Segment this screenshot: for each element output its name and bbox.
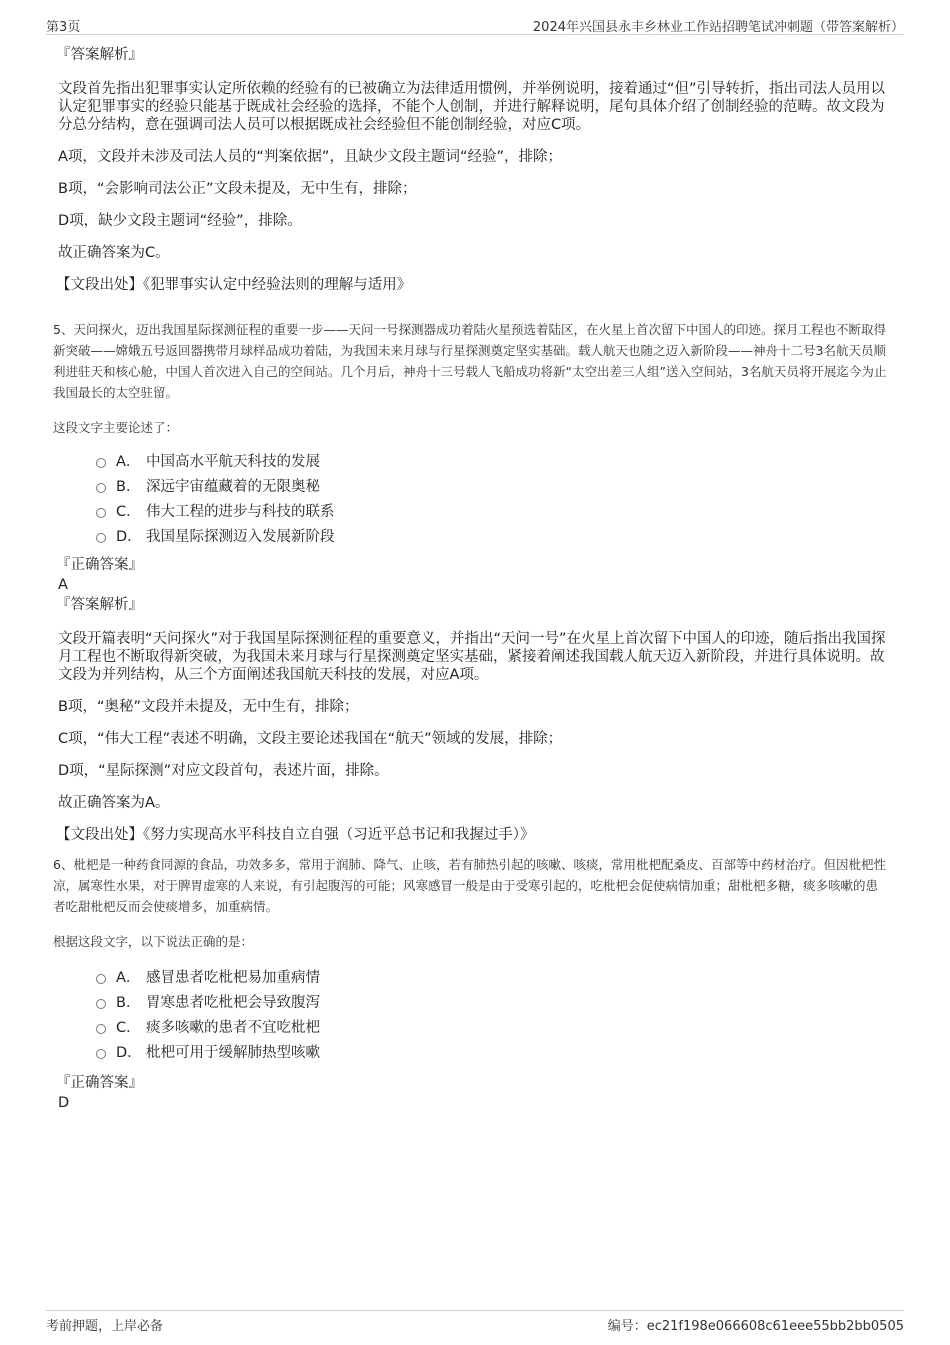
q4-item-d: D项，缺少文段主题词“经验”，排除。 [58,213,302,229]
radio-icon[interactable] [96,1024,106,1034]
q6-answer: D [58,1095,70,1111]
q5-analysis-text: 文段开篇表明“天问探火”对于我国星际探测征程的重要意义，并指出“天问一号”在火星上首次留下中国人的印迹，随后指出我国探月工程也不断取得新突破，为我国未来月球与行星探测奠定坚实基础，紧接着阐述我国载人航天迈入新阶段，并进行具体说明。故文段为并列结构，从三个方面阐述我国航天科技的发展，对应A项。 [58,631,886,683]
footer-slogan: 考前押题，上岸必备 [46,1319,164,1334]
page-footer [46,1310,904,1333]
radio-icon[interactable] [96,999,106,1009]
q4-analysis-label: 『答案解析』 [56,47,143,63]
q5-item-c: C项，“伟大工程”表述不明确，文段主要论述我国在“航天”领域的发展，排除； [58,731,563,747]
q5-conclusion: 故正确答案为A。 [58,795,170,811]
q5-option-d[interactable]: D． 我国星际探测迈入发展新阶段 [96,525,890,550]
q5-item-d: D项，“星际探测”对应文段首句，表述片面，排除。 [58,763,389,779]
q6-option-b[interactable]: B． 胃寒患者吃枇杷会导致腹泻 [96,991,890,1016]
q5-option-b[interactable]: B． 深远宇宙蕴藏着的无限奥秘 [96,475,890,500]
q5-options [56,450,890,550]
page-content [53,46,890,1112]
q5-analysis-label: 『答案解析』 [56,597,143,613]
radio-icon[interactable] [96,1049,106,1059]
q6-options [56,966,890,1066]
q6-answer-label: 『正确答案』 [56,1075,143,1091]
q5-prompt: 这段文字主要论述了： [53,420,179,435]
radio-icon[interactable] [96,483,106,493]
q5-item-b: B项，“奥秘”文段并未提及，无中生有，排除； [58,699,359,715]
q4-analysis-text: 文段首先指出犯罪事实认定所依赖的经验有的已被确立为法律适用惯例，并举例说明，接着通过“但”引导转折，指出司法人员用以认定犯罪事实的经验只能基于既成社会经验的选择，不能个人创制，并进行解释说明，尾句具体介绍了创制经验的范畴。故文段为分总分结构，意在强调司法人员可以根据既成社会经验但不能创制经验，对应C项。 [58,81,886,133]
q4-item-a: A项，文段并未涉及司法人员的“判案依据”，且缺少文段主题词“经验”，排除； [58,149,562,165]
radio-icon[interactable] [96,508,106,518]
q5-option-a[interactable]: A． 中国高水平航天科技的发展 [96,450,890,475]
page-number: 第3页 [46,20,81,35]
q5-answer: A [58,577,68,593]
q5-source: 【文段出处】《努力实现高水平科技自立自强（习近平总书记和我握过手）》 [56,827,535,843]
q4-item-b: B项，“会影响司法公正”文段未提及，无中生有，排除； [58,181,417,197]
document-title: 2024年兴国县永丰乡林业工作站招聘笔试冲刺题（带答案解析） [532,20,904,35]
q6-option-d[interactable]: D． 枇杷可用于缓解肺热型咳嗽 [96,1041,890,1066]
radio-icon[interactable] [96,458,106,468]
q6-prompt: 根据这段文字，以下说法正确的是： [53,934,254,949]
q6-text: 6、枇杷是一种药食同源的食品，功效多多，常用于润肺、降气、止咳，若有肺热引起的咳嗽、咳痰，常用枇杷配桑皮、百部等中药材治疗。但因枇杷性凉，属寒性水果，对于脾胃虚寒的人来说，有引起腹泻的可能；风寒感冒一般是由于受寒引起的，吃枇杷会促使病情加重；甜枇杷多糖，痰多咳嗽的患者吃甜枇杷反而会使痰增多，加重病情。 [53,857,886,914]
q4-source: 【文段出处】《犯罪事实认定中经验法则的理解与适用》 [56,277,412,293]
document-id: 编号：ec21f198e066608c61eee55bb2bb0505 [607,1319,904,1334]
q6-option-a[interactable]: A． 感冒患者吃枇杷易加重病情 [96,966,890,991]
q6-option-c[interactable]: C． 痰多咳嗽的患者不宜吃枇杷 [96,1016,890,1041]
q5-answer-label: 『正确答案』 [56,557,143,573]
q5-text: 5、天问探火，迈出我国星际探测征程的重要一步——天问一号探测器成功着陆火星预选着陆区，在火星上首次留下中国人的印迹。探月工程也不断取得新突破——嫦娥五号返回器携带月球样品成功着陆，为我国未来月球与行星探测奠定坚实基础。载人航天也随之迈入新阶段——神舟十二号3名航天员顺利进驻天和核心舱，中国人首次进入自己的空间站。几个月后，神舟十三号载人飞船成功将新“太空出差三人组”送入空间站，3名航天员将开展迄今为止我国最长的太空驻留。 [53,322,887,400]
radio-icon[interactable] [96,533,106,543]
q5-option-c[interactable]: C． 伟大工程的进步与科技的联系 [96,500,890,525]
radio-icon[interactable] [96,974,106,984]
q4-conclusion: 故正确答案为C。 [58,245,170,261]
page-header [46,14,904,35]
